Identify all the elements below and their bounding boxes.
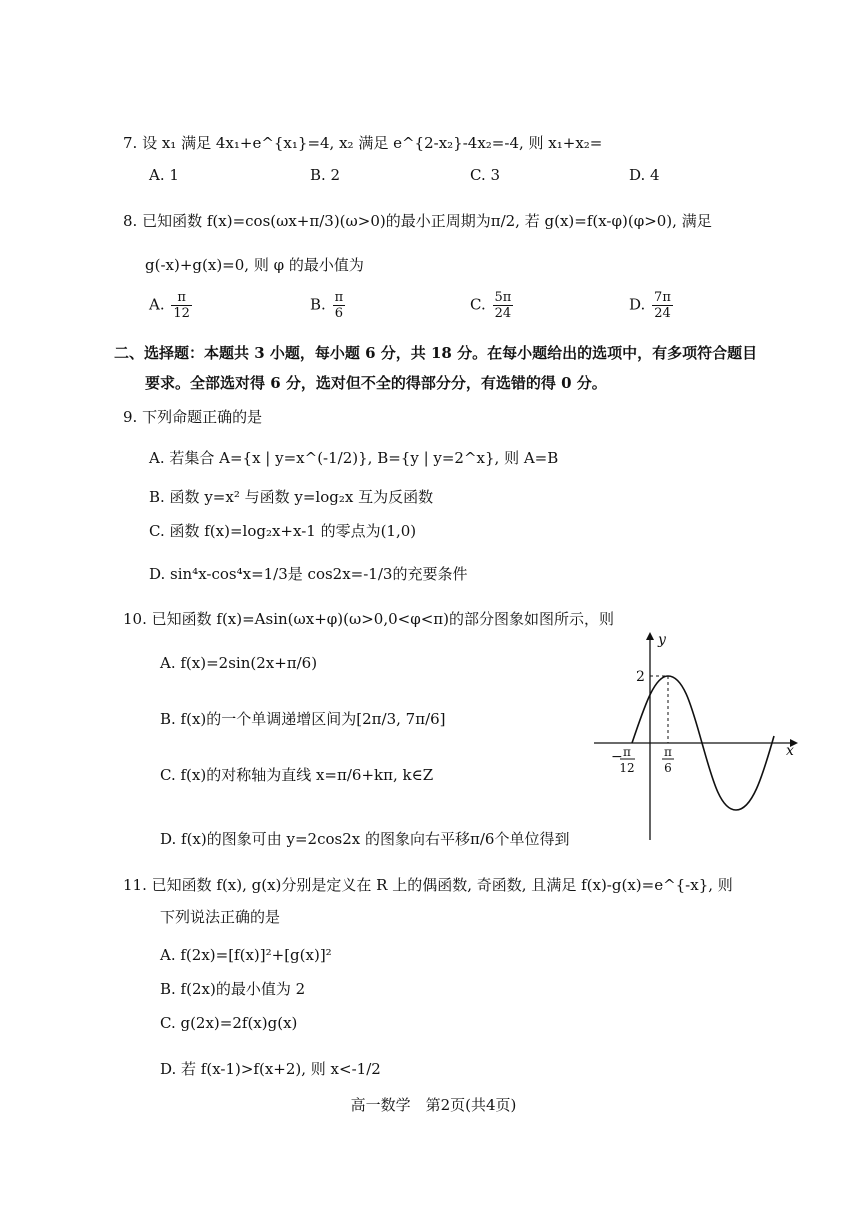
q8-option-c-frac bbox=[493, 290, 514, 321]
q8-option-d bbox=[629, 290, 675, 321]
neg-label-num: π bbox=[623, 745, 631, 759]
q8-option-d-frac bbox=[652, 290, 673, 321]
q7-option-c: C. 3 bbox=[470, 166, 501, 184]
q11-option-c: C. g(2x)=2f(x)g(x) bbox=[160, 1014, 298, 1032]
q11-option-d: D. 若 f(x-1)>f(x+2), 则 x<-1/2 bbox=[160, 1060, 381, 1078]
frac-num: 7π bbox=[654, 290, 671, 305]
q7-option-a: A. 1 bbox=[149, 166, 179, 184]
q9-stem: 9. 下列命题正确的是 bbox=[123, 408, 263, 426]
q8-option-b-label: B. bbox=[310, 295, 326, 314]
section2-line2: 要求。全部选对得 6 分，选对但不全的得部分分，有选错的得 0 分。 bbox=[145, 374, 607, 392]
q9-option-a: A. 若集合 A={x | y=x^(-1/2)}, B={y | y=2^x}, 则 A=B bbox=[149, 449, 559, 467]
x-axis-label: x bbox=[786, 743, 794, 759]
q11-option-a: A. f(2x)=[f(x)]²+[g(x)]² bbox=[160, 946, 332, 964]
q10-option-d: D. f(x)的图象可由 y=2cos2x 的图象向右平移π/6个单位得到 bbox=[160, 830, 570, 848]
q9-option-d: D. sin⁴x-cos⁴x=1/3是 cos2x=-1/3的充要条件 bbox=[149, 565, 468, 583]
q8-option-c bbox=[470, 290, 515, 321]
q9-option-b: B. 函数 y=x² 与函数 y=log₂x 互为反函数 bbox=[149, 488, 434, 506]
frac-num: π bbox=[334, 290, 344, 305]
q8-option-b-frac bbox=[333, 290, 346, 321]
q8-option-a bbox=[149, 290, 194, 321]
y-axis-arrow bbox=[646, 632, 654, 640]
q7-option-b: B. 2 bbox=[310, 166, 341, 184]
q8-stem-line1: 8. 已知函数 f(x)=cos(ωx+π/3)(ω>0)的最小正周期为π/2, 若 g(x)=f(x-φ)(φ>0), 满足 bbox=[123, 212, 712, 230]
q8-option-c-label: C. bbox=[470, 295, 486, 314]
q8-option-d-label: D. bbox=[629, 295, 646, 314]
q10-option-a: A. f(x)=2sin(2x+π/6) bbox=[160, 654, 318, 672]
frac-den: 12 bbox=[173, 306, 190, 321]
q7-option-d: D. 4 bbox=[629, 166, 660, 184]
peak-label-den: 6 bbox=[664, 761, 672, 775]
q8-option-b bbox=[310, 290, 347, 321]
max-value-label: 2 bbox=[636, 669, 645, 685]
q10-graph bbox=[592, 628, 812, 843]
q11-stem-line1: 11. 已知函数 f(x), g(x)分别是定义在 R 上的偶函数, 奇函数, 且满足 f(x)-g(x)=e^{-x}, 则 bbox=[123, 876, 733, 894]
q10-stem: 10. 已知函数 f(x)=Asin(ωx+φ)(ω>0,0<φ<π)的部分图象如图所示，则 bbox=[123, 610, 614, 628]
q7-stem: 7. 设 x₁ 满足 4x₁+e^{x₁}=4, x₂ 满足 e^{2-x₂}-4x₂=-4, 则 x₁+x₂= bbox=[123, 134, 603, 152]
frac-den: 6 bbox=[334, 306, 343, 321]
page-footer: 高一数学 第2页(共4页) bbox=[350, 1096, 517, 1114]
q8-option-a-label: A. bbox=[149, 295, 165, 314]
peak-label-num: π bbox=[664, 745, 672, 759]
q8-stem-line2: g(-x)+g(x)=0, 则 φ 的最小值为 bbox=[145, 256, 364, 274]
neg-sign: − bbox=[611, 749, 623, 765]
frac-den: 24 bbox=[654, 306, 671, 321]
neg-label-den: 12 bbox=[619, 761, 635, 775]
q10-option-b: B. f(x)的一个单调递增区间为[2π/3, 7π/6] bbox=[160, 710, 446, 728]
section2-line1: 二、选择题：本题共 3 小题，每小题 6 分，共 18 分。在每小题给出的选项中，有多项符合题目 bbox=[114, 344, 758, 362]
frac-den: 24 bbox=[494, 306, 512, 321]
q8-option-a-frac bbox=[171, 290, 192, 321]
frac-num: π bbox=[171, 290, 192, 306]
q11-stem-line2: 下列说法正确的是 bbox=[160, 908, 281, 926]
q9-option-c: C. 函数 f(x)=log₂x+x-1 的零点为(1,0) bbox=[149, 522, 417, 540]
q10-option-c: C. f(x)的对称轴为直线 x=π/6+kπ, k∈Z bbox=[160, 766, 434, 784]
y-axis-label: y bbox=[658, 632, 666, 648]
frac-num: 5π bbox=[494, 290, 512, 305]
q11-option-b: B. f(2x)的最小值为 2 bbox=[160, 980, 306, 998]
